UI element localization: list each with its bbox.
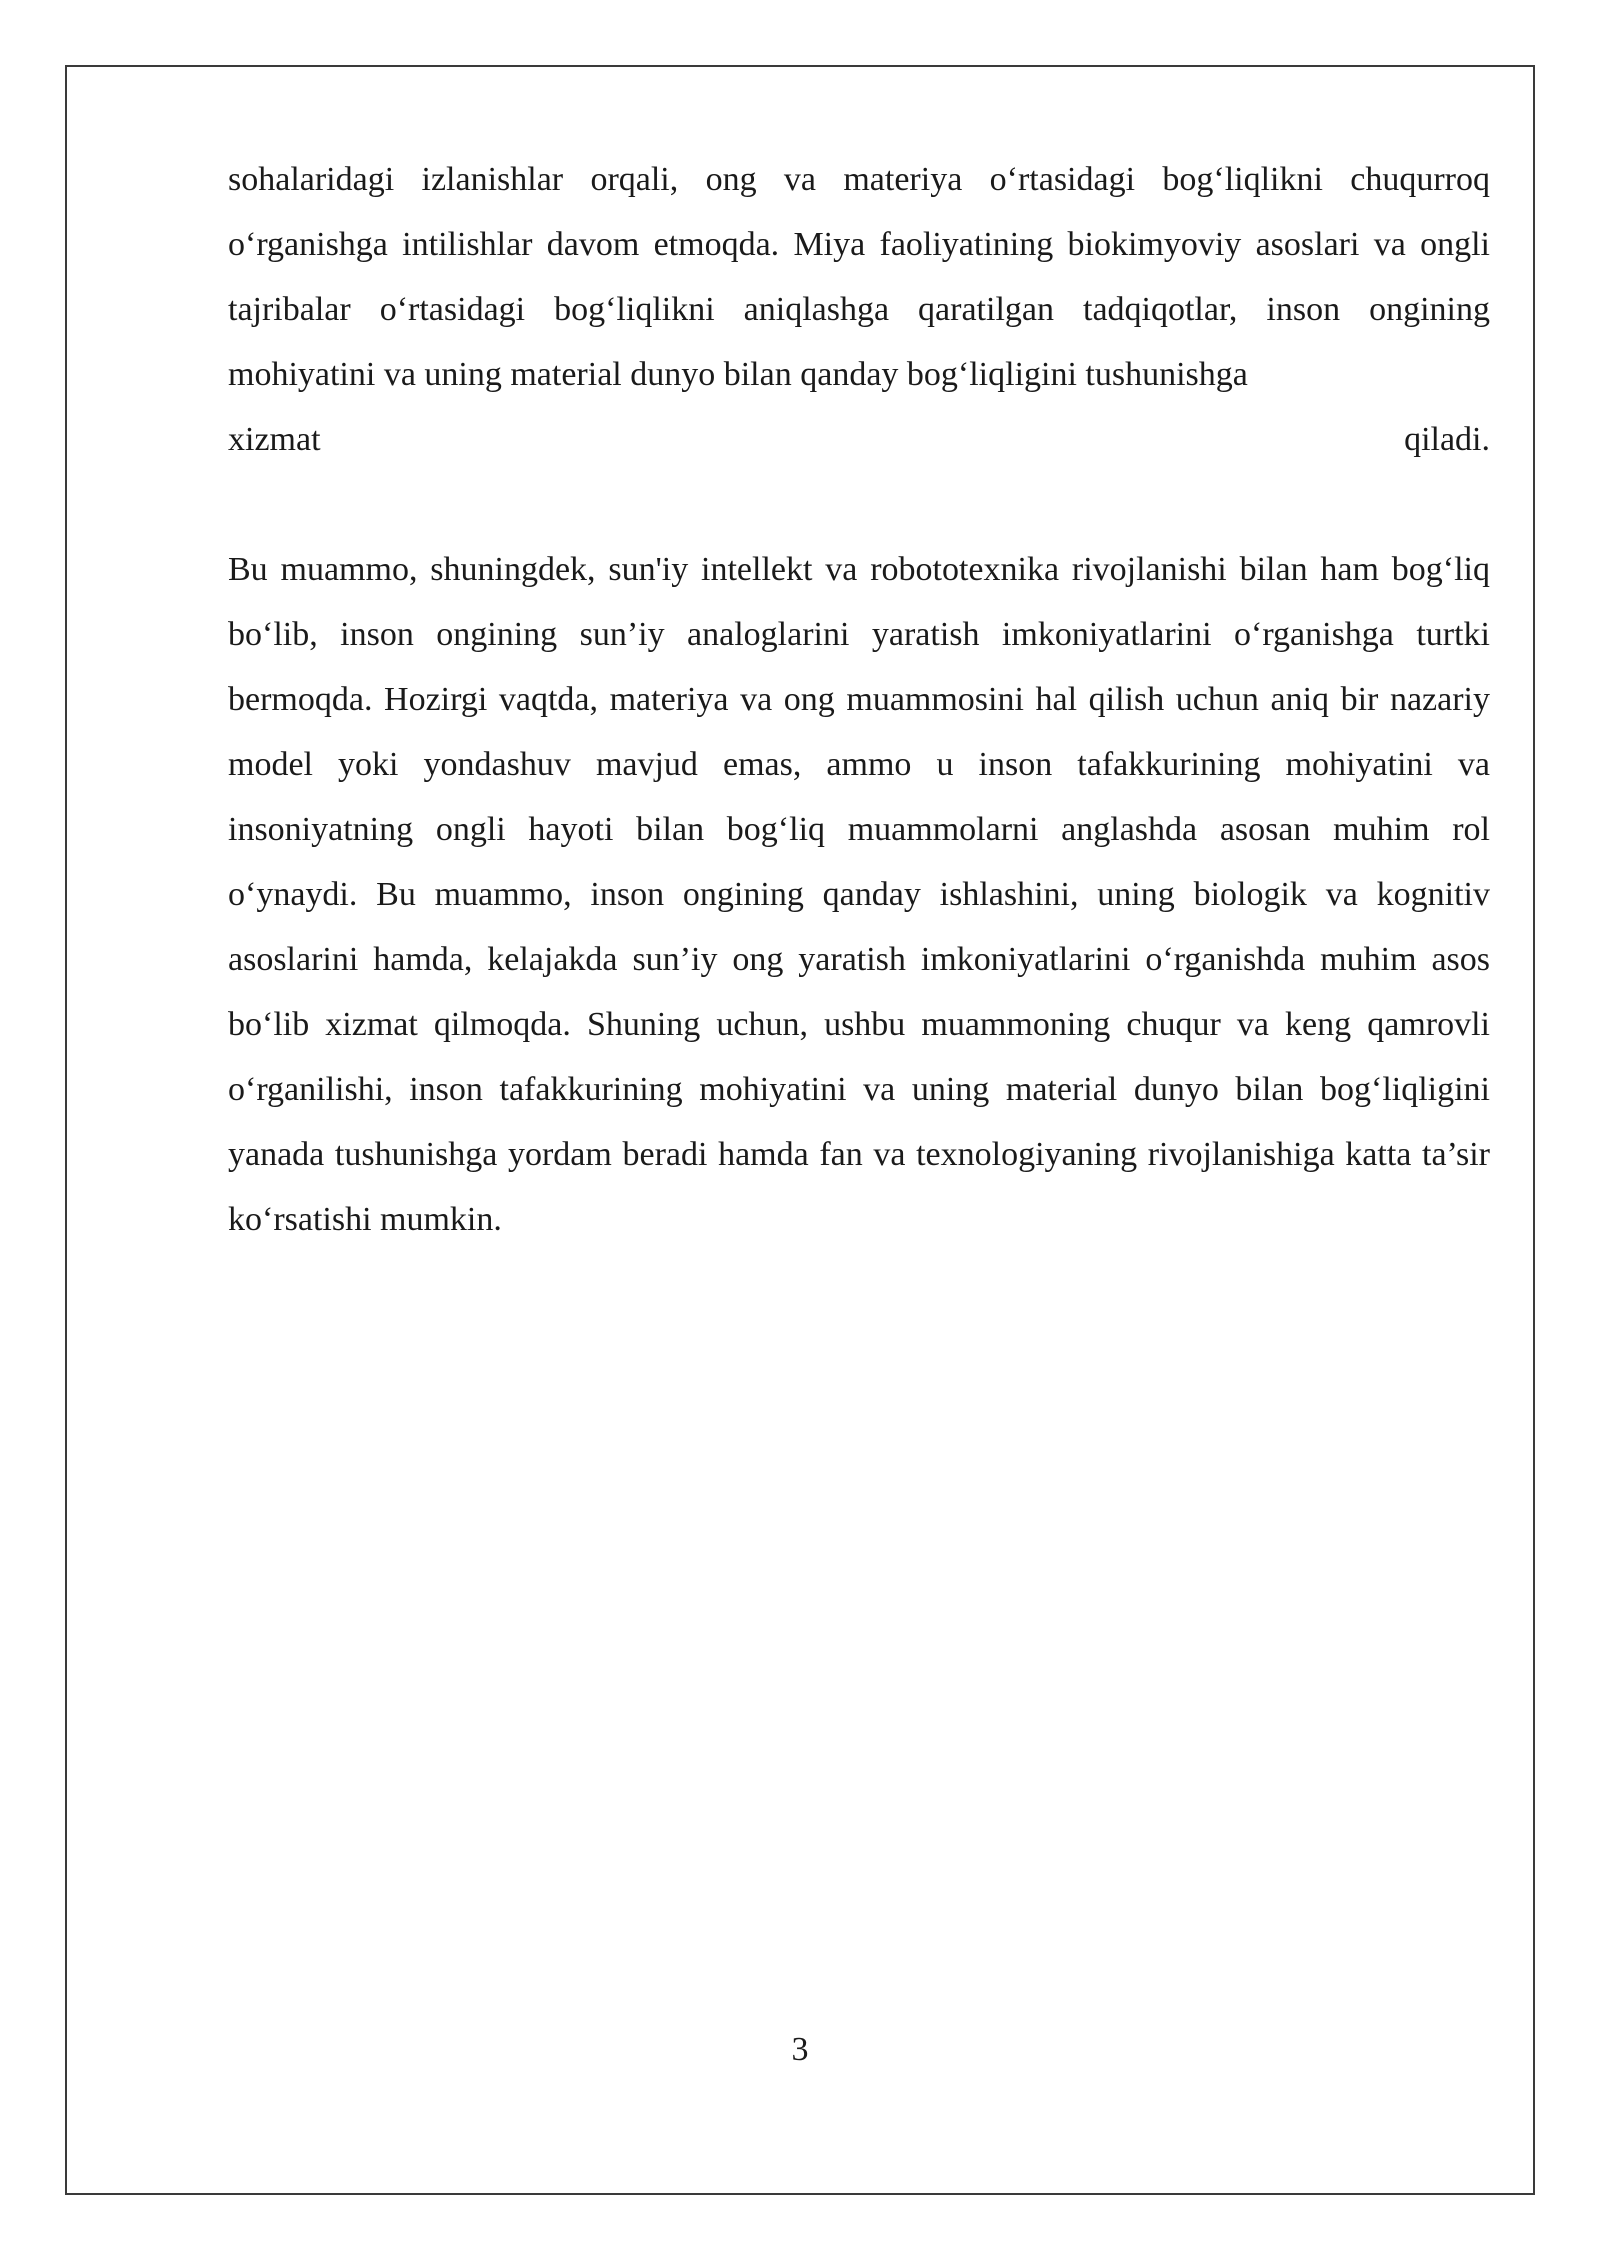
paragraph-2: Bu muammo, shuningdek, sun'iy intellekt va robototexnika rivojlanishi bilan ham bog‘liq bo‘lib, inson ongining sun’iy analoglarini yaratish imkoniyatlarini o‘rganishga turtki bermoqda. Hozirgi vaqtda, materiya va ong muammosini hal qilish uchun aniq bir nazariy model yoki yondashuv mavjud emas, ammo u inson tafakkurining mohiyatini va insoniyatning ongli hayoti bilan bog‘liq muammolarni anglashda asosan muhim rol o‘ynaydi. Bu muammo, inson ongining qanday ishlashini, uning biologik va kognitiv asoslarini hamda, kelajakda sun’iy ong yaratish imkoniyatlarini o‘rganishda muhim asos bo‘lib xizmat qilmoqda. Shuning uchun, ushbu muammoning chuqur va keng qamrovli o‘rganilishi, inson tafakkurining mohiyatini va uning material dunyo bilan bog‘liqligini yanada tushunishga yordam beradi hamda fan va texnologiyaning rivojlanishiga katta ta’sir ko‘rsatishi mumkin.	[228, 551, 1490, 1238]
page-number: 3	[791, 2031, 809, 2068]
paragraph-1	[228, 147, 1490, 472]
paragraph-1-last-line	[228, 407, 1490, 472]
paragraph-1-last-line-right: qiladi.	[1404, 421, 1490, 458]
paragraph-1-last-line-left: xizmat	[228, 421, 321, 458]
body-text	[228, 147, 1490, 1252]
paragraph-1-text: sohalaridagi izlanishlar orqali, ong va materiya o‘rtasidagi bog‘liqlikni chuqurroq o‘rganishga intilishlar davom etmoqda. Miya faoliyatining biokimyoviy asoslari va ongli tajribalar o‘rtasidagi bog‘liqlikni aniqlashga qaratilgan tadqiqotlar, inson ongining mohiyatini va uning material dunyo bilan qanday bog‘liqligini tushunishga	[228, 161, 1490, 393]
